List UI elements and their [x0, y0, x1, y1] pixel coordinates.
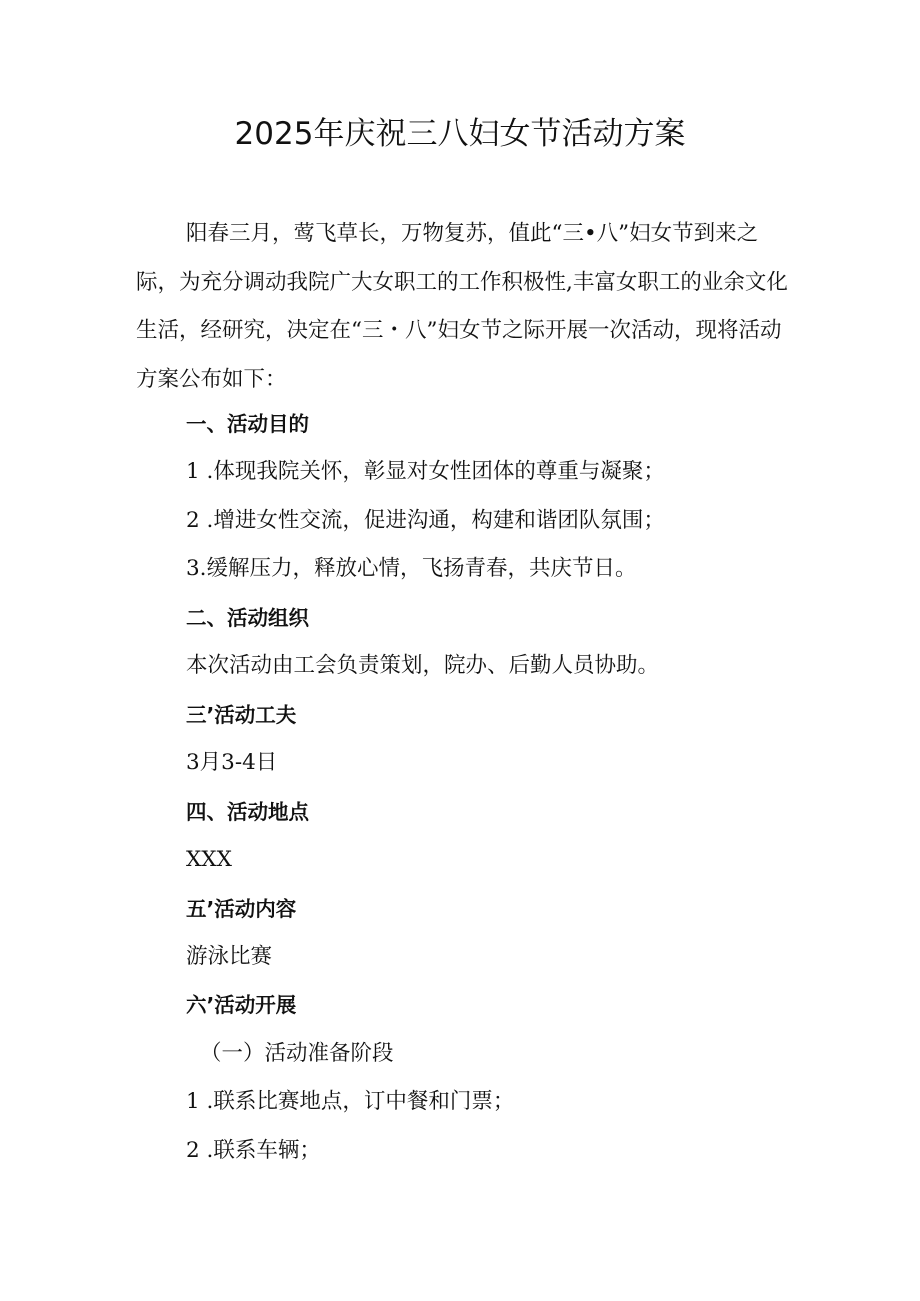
section-2-text: 本次活动由工会负责策划，院办、后勤人员协助。: [186, 653, 660, 678]
section-2-heading: 二、活动组织: [186, 606, 309, 630]
section-4-heading: 四、活动地点: [186, 800, 309, 824]
section-5-text: 游泳比赛: [186, 944, 273, 969]
document-title: 2025年庆祝三八妇女节活动方案: [234, 116, 686, 152]
section-6-item-1: 1 .联系比赛地点，订中餐和门票；: [186, 1089, 515, 1114]
section-3-heading: 三’活动工夫: [186, 703, 297, 727]
section-1-heading: 一、活动目的: [186, 412, 309, 436]
section-5-heading: 五’活动内容: [186, 897, 297, 921]
section-1-item-1: 1 .体现我院关怀，彰显对女性团体的尊重与凝聚；: [186, 459, 665, 484]
intro-text: 阳春三月，莺飞草长，万物复苏，值此“三•八”妇女节到来之际，为充分调动我院广大女职工的工作积极性,丰富女职工的业余文化生活，经研究，决定在“三・八”妇女节之际开展一次活动，现将活动方案公布如下：: [136, 221, 788, 392]
section-1-item-2: 2 .增进女性交流，促进沟通，构建和谐团队氛围；: [186, 508, 665, 533]
section-3-text: 3月3-4日: [186, 750, 278, 775]
section-6-item-2: 2 .联系车辆；: [186, 1138, 321, 1163]
intro-paragraph: [136, 210, 800, 404]
section-6-subheading: （一）活动准备阶段: [200, 1041, 394, 1066]
section-6-heading: 六’活动开展: [186, 993, 297, 1017]
section-1-item-3: 3.缓解压力，释放心情，飞扬青春，共庆节日。: [186, 556, 637, 581]
section-4-text: XXX: [186, 847, 232, 872]
